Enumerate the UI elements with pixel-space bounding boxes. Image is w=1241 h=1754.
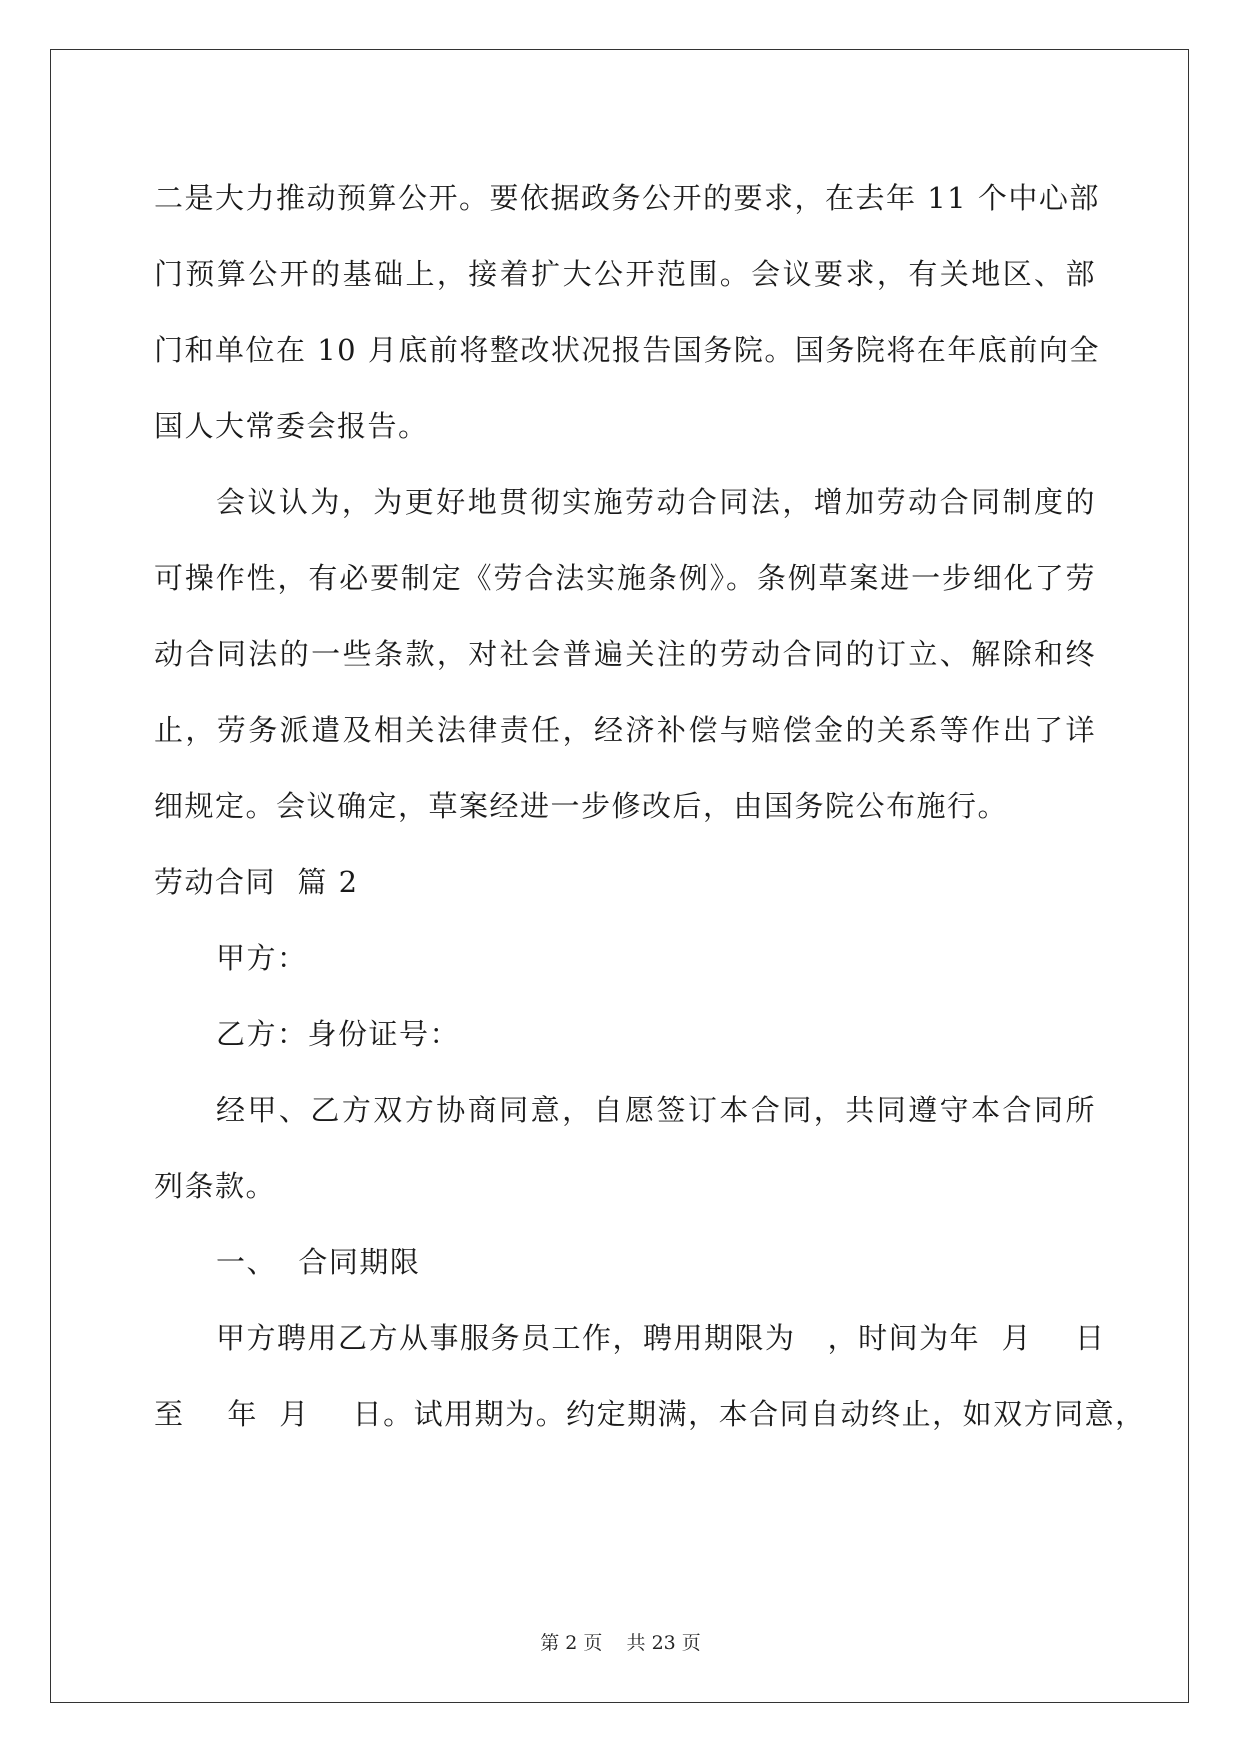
text-line: 动合同法的一些条款，对社会普遍关注的劳动合同的订立、解除和终 <box>154 637 1096 671</box>
text-line: 止，劳务派遣及相关法律责任，经济补偿与赔偿金的关系等作出了详 <box>154 713 1096 747</box>
text-line: 列条款。 <box>154 1169 277 1203</box>
document-body <box>154 160 1146 1452</box>
party-b-label: 乙方：身份证号： <box>216 1017 461 1051</box>
text-line: 会议认为，为更好地贯彻实施劳动合同法，增加劳动合同制度的 <box>216 485 1096 519</box>
page-number: 第 2 页 共 23 页 <box>540 1632 701 1654</box>
text-line: 甲方聘用乙方从事服务员工作，聘用期限为 ，时间为年 月 日 <box>216 1321 1106 1355</box>
text-line: 可操作性，有必要制定《劳合法实施条例》。条例草案进一步细化了劳 <box>154 561 1096 595</box>
text-line: 二是大力推动预算公开。要依据政务公开的要求，在去年 11 个中心部 <box>154 181 1100 215</box>
text-line: 经甲、乙方双方协商同意，自愿签订本合同，共同遵守本合同所 <box>216 1093 1096 1127</box>
text-line: 至 年 月 日。试用期为。约定期满，本合同自动终止，如双方同意， <box>154 1397 1146 1431</box>
text-line: 细规定。会议确定，草案经进一步修改后，由国务院公布施行。 <box>154 789 1009 823</box>
party-a-label: 甲方： <box>216 941 308 975</box>
clause-heading: 一、 合同期限 <box>216 1245 421 1279</box>
section-heading: 劳动合同 篇 2 <box>154 865 359 899</box>
text-line: 国人大常委会报告。 <box>154 409 429 443</box>
text-line: 门和单位在 10 月底前将整改状况报告国务院。国务院将在年底前向全 <box>154 333 1100 367</box>
text-line: 门预算公开的基础上，接着扩大公开范围。会议要求，有关地区、部 <box>154 257 1096 291</box>
